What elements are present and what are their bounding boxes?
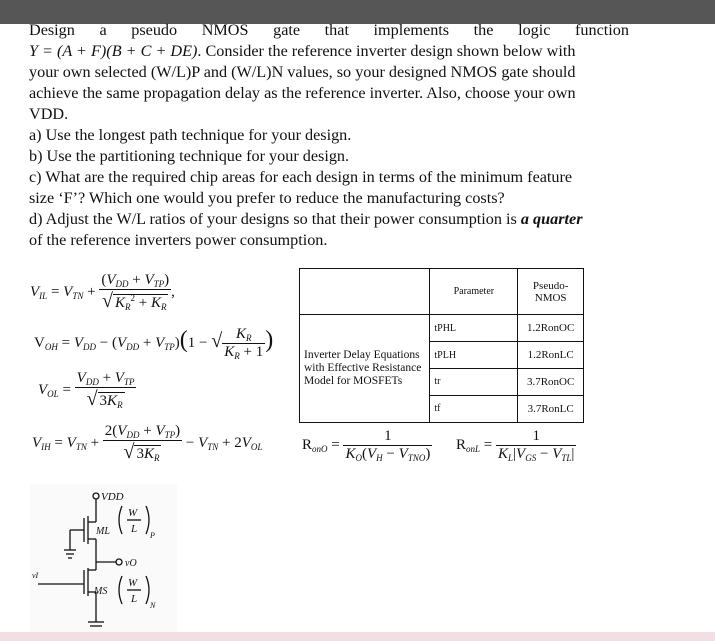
- svg-text:P: P: [150, 531, 155, 540]
- svg-text:W: W: [128, 577, 138, 589]
- item-d-line-2: of the reference inverters power consumption.: [29, 231, 328, 249]
- problem-line-2-rest: . Consider the reference inverter design shown below with: [197, 42, 576, 60]
- vi-label: vI: [32, 571, 39, 580]
- problem-line-3: your own selected (W/L)P and (W/L)N values, so your designed NMOS gate should: [29, 63, 576, 81]
- table-row-value: 1.2RonLC: [518, 342, 584, 369]
- ml-label: ML: [96, 526, 110, 537]
- table-row-param: tPLH: [430, 342, 518, 369]
- item-a: a) Use the longest path technique for your design.: [29, 126, 352, 144]
- equation-voh: $V_{OH} = V_{DD} - (V_{DD} + V_{TP})(1$ − √ $\frac{K_R}{K_R + 1}$ ): [34, 326, 274, 361]
- inverter-circuit-diagram: [30, 484, 177, 632]
- problem-statement: [29, 20, 629, 251]
- delay-table: [299, 268, 584, 423]
- item-d-emphasis: a quarter: [520, 210, 583, 228]
- table-header-parameter: Parameter: [430, 269, 518, 315]
- logic-function: Y = (A + F)(B + C + DE): [29, 42, 198, 60]
- svg-text:N: N: [150, 601, 156, 610]
- equation-vih: $V_{IH} = V_{TN}$ + $\frac{2(V_{DD} + V_{TP})}{√ 3K_R}$ − $V_{TN} + 2V_{OL}$: [32, 423, 263, 463]
- item-c-line-1: c) What are the required chip areas for each design in terms of the minimum feature: [29, 168, 573, 186]
- svg-text:L: L: [131, 523, 138, 535]
- item-d-text: d) Adjust the W/L ratios of your designs so that their power consumption is: [29, 210, 517, 228]
- equation-vil: $V_{IL} = V_{TN}$ + $\frac{(V_{DD} + V_{TP})}{√ K_R^2 + K_R}$ ,: [30, 272, 175, 312]
- item-c-line-2: size ‘F’? Which one would you prefer to reduce the manufacturing costs?: [29, 189, 505, 207]
- table-row-value: 3.7RonOC: [518, 369, 584, 396]
- item-d-line-1: [29, 209, 629, 230]
- table-row-param: tr: [430, 369, 518, 396]
- svg-text:W: W: [128, 507, 138, 519]
- bottom-bar: [0, 632, 715, 641]
- table-caption: Inverter Delay Equations with Effective Resistance Model for MOSFETs: [300, 315, 430, 423]
- table-row-param: tf: [430, 395, 518, 422]
- table-row-param: tPHL: [430, 315, 518, 342]
- vo-label: vO: [125, 558, 137, 569]
- ms-label: MS: [94, 586, 108, 597]
- svg-text:L: L: [131, 593, 138, 605]
- problem-line-1: Design a pseudo NMOS gate that implements the logic function: [29, 21, 629, 39]
- table-row-value: 1.2RonOC: [518, 315, 584, 342]
- table-blank-cell: [300, 269, 430, 315]
- table-header-pseudo-nmos: Pseudo-NMOS: [518, 269, 584, 315]
- vdd-label: VDD: [101, 491, 124, 503]
- problem-line-5: VDD.: [29, 105, 69, 123]
- problem-line-2: [29, 41, 629, 62]
- pseudo-nmos-inverter-schematic: [30, 484, 177, 632]
- item-b: b) Use the partitioning technique for your design.: [29, 147, 350, 165]
- equation-ron-l: $R_{onL}$ = $\frac{1}{K_L|V_{GS} - V_{TL}|}$: [456, 428, 575, 463]
- problem-line-4: achieve the same propagation delay as the reference inverter. Also, choose your own: [29, 84, 576, 102]
- table-row-value: 3.7RonLC: [518, 395, 584, 422]
- equation-vol: $V_{OL}$ = $\frac{V_{DD} + V_{TP}}{√ 3K_R}$: [38, 370, 135, 410]
- equation-ron-o: $R_{onO}$ = $\frac{1}{K_O(V_H - V_{TNO})}$: [302, 428, 431, 463]
